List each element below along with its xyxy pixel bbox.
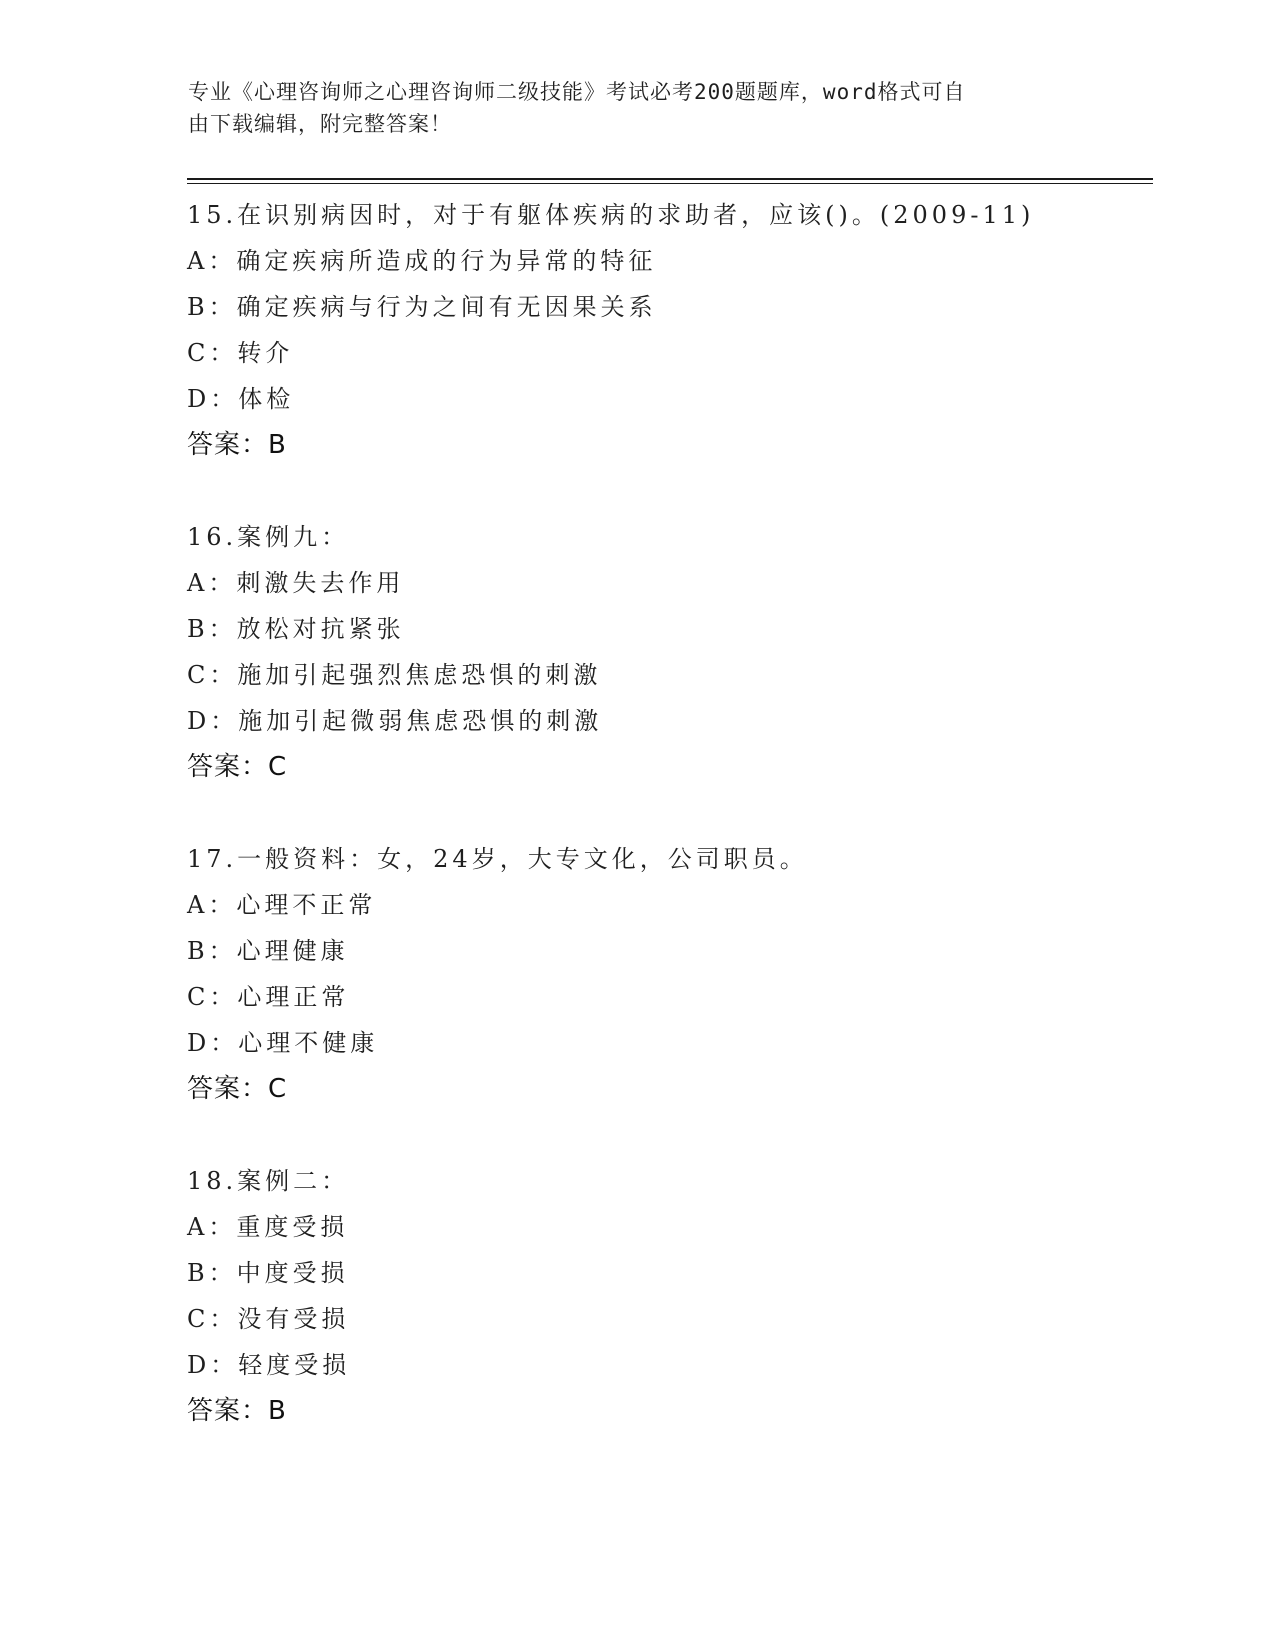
header-line-2: 由下载编辑，附完整答案！ <box>188 112 452 136</box>
option-c: C：没有受损 <box>187 1305 350 1333</box>
option-d: D：心理不健康 <box>187 1029 379 1057</box>
option-a: A：重度受损 <box>187 1213 349 1241</box>
header-line-1: 专业《心理咨询师之心理咨询师二级技能》考试必考200题题库，word格式可自 <box>188 80 966 104</box>
question-item <box>187 192 1147 468</box>
option-d: D：施加引起微弱焦虑恐惧的刺激 <box>187 707 603 735</box>
header-divider-bottom <box>187 183 1153 184</box>
question-stem: 18.案例二： <box>187 1167 350 1195</box>
question-stem: 16.案例九： <box>187 523 350 551</box>
answer-line: 答案：C <box>187 752 288 782</box>
option-c: C：转介 <box>187 339 294 367</box>
question-item <box>187 1158 1147 1434</box>
option-b: B：放松对抗紧张 <box>187 615 405 643</box>
document-header <box>188 76 1068 140</box>
option-a: A：确定疾病所造成的行为异常的特征 <box>187 247 657 275</box>
answer-line: 答案：B <box>187 1396 287 1426</box>
question-stem: 15.在识别病因时，对于有躯体疾病的求助者，应该()。(2009-11) <box>187 201 1035 229</box>
question-item <box>187 836 1147 1112</box>
option-a: A：心理不正常 <box>187 891 377 919</box>
header-divider-top <box>187 178 1153 180</box>
question-list <box>187 192 1147 1480</box>
option-b: B：心理健康 <box>187 937 349 965</box>
answer-line: 答案：C <box>187 1074 288 1104</box>
option-c: C：心理正常 <box>187 983 350 1011</box>
option-d: D：体检 <box>187 385 295 413</box>
question-item <box>187 514 1147 790</box>
option-b: B：确定疾病与行为之间有无因果关系 <box>187 293 657 321</box>
question-stem: 17.一般资料：女，24岁，大专文化，公司职员。 <box>187 845 808 873</box>
answer-line: 答案：B <box>187 430 287 460</box>
option-c: C：施加引起强烈焦虑恐惧的刺激 <box>187 661 602 689</box>
option-d: D：轻度受损 <box>187 1351 351 1379</box>
option-b: B：中度受损 <box>187 1259 349 1287</box>
option-a: A：刺激失去作用 <box>187 569 405 597</box>
